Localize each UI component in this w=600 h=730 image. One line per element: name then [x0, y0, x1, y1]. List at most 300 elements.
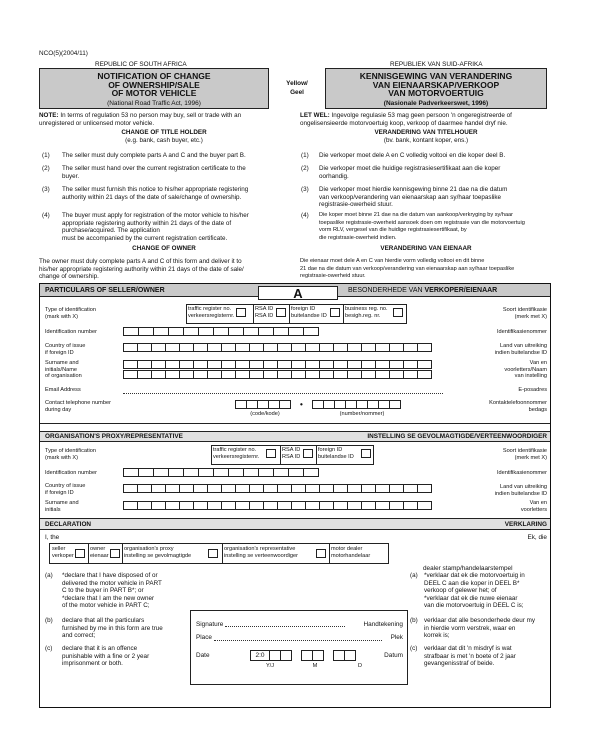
char-cell[interactable]	[123, 468, 139, 477]
decl-c-en-text	[62, 645, 190, 668]
item-en-4-line-3: purchase/acquired. The application	[62, 227, 160, 235]
decl-b-af-line-2: in hierdie vorm verstrek, waar en	[424, 624, 516, 632]
char-cell[interactable]	[403, 484, 418, 493]
char-cell[interactable]	[375, 343, 390, 352]
date-cell[interactable]	[344, 650, 356, 661]
char-cell[interactable]	[198, 327, 214, 336]
char-cell[interactable]	[305, 343, 320, 352]
char-cell[interactable]	[277, 360, 292, 369]
item-af-4-line-2: toepaslike registrasie-owerheid aansoek doen om registrasie van die motorvoertuig	[319, 219, 525, 226]
char-cell[interactable]	[221, 343, 236, 352]
char-cell[interactable]	[347, 360, 362, 369]
decl-a-af-line-1: *verklaar dat ek die motorvoertuig in	[424, 572, 525, 579]
char-cell[interactable]	[361, 360, 376, 369]
char-cell[interactable]	[263, 370, 278, 379]
char-cell[interactable]	[361, 343, 376, 352]
char-cell[interactable]	[221, 484, 236, 493]
char-cell[interactable]	[305, 370, 320, 379]
colour-af: Geel	[290, 89, 304, 96]
char-cell[interactable]	[375, 360, 390, 369]
p-id-type-1-af: verkeersregisternr.	[213, 453, 260, 460]
declaration-title-af: VERKLARING	[504, 521, 547, 528]
char-cell[interactable]	[249, 484, 264, 493]
act-af: (Nasionale Padverkeerswet, 1996)	[383, 99, 489, 107]
colour-en: Yellow/	[286, 80, 308, 87]
owner-af-line-2: 21 dae na die datum van verkoop/verandering van eienaarskap aan sy/haar toepaslike	[300, 265, 515, 272]
char-cell[interactable]	[375, 370, 390, 379]
role-proxy-checkbox[interactable]	[208, 549, 218, 558]
char-cell[interactable]	[213, 468, 229, 477]
char-cell[interactable]	[333, 501, 348, 510]
item-en-4-text	[62, 212, 290, 242]
signature-input[interactable]	[225, 626, 345, 627]
role-proxy-af: instelling se gevolmagtigde	[124, 552, 192, 559]
section-a-title-en: PARTICULARS OF SELLER/OWNER	[45, 287, 165, 294]
note-af-label: LET WEL:	[300, 112, 330, 119]
char-cell[interactable]	[303, 468, 319, 477]
p-surname-af-1: Van en	[529, 500, 547, 506]
dealer-stamp-label: dealer stamp/handelaarstempel	[423, 565, 513, 572]
char-cell[interactable]	[417, 360, 432, 369]
char-cell[interactable]	[137, 370, 152, 379]
owner-en-line-1: The owner must duly complete parts A and C of this form and deliver it to	[39, 258, 242, 265]
p-type-id-en-2: (mark with X)	[45, 454, 78, 461]
char-cell[interactable]	[389, 400, 401, 409]
decl-a-af-label: (a)	[410, 572, 418, 579]
char-cell[interactable]	[417, 343, 432, 352]
char-cell[interactable]	[305, 484, 320, 493]
section-a-title-af	[348, 287, 497, 295]
title-af-2: VAN EIENAARSKAP/VERKOOP	[372, 79, 500, 90]
p-id-number-af: Identifikasienommer	[496, 470, 547, 476]
char-cell[interactable]	[235, 343, 250, 352]
char-cell[interactable]	[207, 343, 222, 352]
role-representative-en: organisation's representative	[224, 546, 296, 552]
a-phone-en-2: during day	[45, 406, 72, 413]
role-seller-af: verkoper	[52, 552, 74, 559]
item-en-2-line-1: The seller must hand over the current registration certificate to the	[62, 165, 246, 172]
a-number-label: (number/nommer)	[339, 411, 385, 417]
char-cell[interactable]	[137, 484, 152, 493]
char-cell[interactable]	[258, 468, 274, 477]
char-cell[interactable]	[153, 327, 169, 336]
item-af-1-num: (1)	[301, 152, 309, 159]
char-cell[interactable]	[165, 484, 180, 493]
a-id-type-4-checkbox[interactable]	[393, 308, 403, 317]
a-country-en-2: if foreign ID	[45, 349, 74, 356]
p-id-type-1	[213, 447, 259, 460]
a-surname-input-2[interactable]	[123, 370, 448, 379]
char-cell[interactable]	[193, 484, 208, 493]
a-phone-code-input[interactable]	[235, 400, 295, 409]
a-type-id-en-2: (mark with X)	[45, 313, 78, 320]
a-id-type-4	[345, 306, 388, 319]
char-cell[interactable]	[263, 501, 278, 510]
note-en-label: NOTE:	[39, 112, 59, 119]
a-phone-en	[45, 400, 111, 413]
char-cell[interactable]	[207, 501, 222, 510]
char-cell[interactable]	[168, 327, 184, 336]
role-proxy	[124, 546, 191, 559]
role-owner-af: eienaar	[90, 552, 109, 559]
char-cell[interactable]	[333, 484, 348, 493]
place-af: Plek	[390, 634, 403, 641]
a-id-type-1	[188, 306, 234, 319]
item-en-2-line-2: buyer.	[62, 172, 80, 180]
char-cell[interactable]	[165, 343, 180, 352]
decl-c-af-line-2: strafbaar is met 'n boete of 2 jaar	[424, 652, 516, 660]
char-cell[interactable]	[417, 370, 432, 379]
char-cell[interactable]	[193, 360, 208, 369]
p-country-en	[45, 483, 85, 496]
char-cell[interactable]	[347, 343, 362, 352]
p-type-id-en-1: Type of identification	[45, 448, 96, 454]
decl-a-en-label: (a)	[45, 572, 53, 579]
char-cell[interactable]	[165, 501, 180, 510]
char-cell[interactable]	[179, 501, 194, 510]
note-en-line-2: unregistered or unlicensed motor vehicle.	[39, 119, 155, 127]
role-dealer-en: motor dealer	[331, 546, 363, 552]
char-cell[interactable]	[235, 370, 250, 379]
a-phone-en-1: Contact telephone number	[45, 400, 111, 406]
p-id-type-3-af: buitelandse ID	[318, 453, 354, 460]
char-cell[interactable]	[258, 327, 274, 336]
char-cell[interactable]	[193, 370, 208, 379]
owner-en-text	[39, 258, 294, 281]
date-input[interactable]	[250, 650, 381, 661]
note-af-line-1: Ingevolge regulasie 53 mag geen persoon 'n ongeregistreerde of	[331, 112, 512, 119]
char-cell[interactable]	[319, 360, 334, 369]
decl-a-en-line-4: *declare that I am the new owner	[62, 594, 155, 602]
char-cell[interactable]	[389, 360, 404, 369]
item-af-2-line-2: oorhandig.	[319, 172, 349, 180]
decl-c-en-line-2: punishable with a fine or 2 year	[62, 652, 150, 660]
char-cell[interactable]	[137, 501, 152, 510]
date-dd-label: D	[357, 663, 363, 669]
char-cell[interactable]	[347, 484, 362, 493]
char-cell[interactable]	[151, 484, 166, 493]
decl-b-af-label: (b)	[410, 617, 418, 624]
char-cell[interactable]	[151, 360, 166, 369]
char-cell[interactable]	[151, 343, 166, 352]
decl-a-af-line-2: DEEL C aan die koper in DEEL B*	[424, 579, 520, 587]
char-cell[interactable]	[228, 468, 244, 477]
title-en-1: NOTIFICATION OF CHANGE	[97, 71, 211, 81]
char-cell[interactable]	[291, 360, 306, 369]
role-representative-af: instelling se verteenwoordiger	[224, 552, 299, 559]
p-id-type-2-af: RSA ID	[282, 453, 301, 460]
decl-a-af-text	[424, 572, 549, 610]
char-cell[interactable]	[291, 484, 306, 493]
char-cell[interactable]	[153, 468, 169, 477]
char-cell[interactable]	[123, 360, 138, 369]
item-af-3-line-1: Die verkoper moet hierdie kennisgewing binne 21 dae na die datum	[319, 186, 508, 193]
char-cell[interactable]	[168, 468, 184, 477]
char-cell[interactable]	[193, 343, 208, 352]
change-owner-af: VERANDERING VAN EIENAAR	[380, 245, 472, 252]
date-cell[interactable]	[280, 650, 292, 661]
p-country-af	[440, 484, 547, 497]
a-country-af-1: Land van uitreiking	[500, 343, 547, 349]
date-yy-label: Y/J	[265, 663, 275, 669]
char-cell[interactable]	[221, 360, 236, 369]
char-cell[interactable]	[221, 501, 236, 510]
char-cell[interactable]	[138, 468, 154, 477]
item-af-4-num: (4)	[301, 212, 309, 219]
role-dealer-af: motorhandelaar	[331, 552, 371, 559]
a-phone-number-input[interactable]	[312, 400, 412, 409]
p-id-type-2-checkbox[interactable]	[303, 449, 313, 458]
p-surname-af-2: voorletters	[520, 506, 547, 513]
char-cell[interactable]	[277, 370, 292, 379]
char-cell[interactable]	[243, 468, 259, 477]
char-cell[interactable]	[279, 400, 291, 409]
item-af-4-text	[319, 212, 551, 242]
a-country-input[interactable]	[123, 343, 448, 352]
char-cell[interactable]	[249, 501, 264, 510]
char-cell[interactable]	[138, 327, 154, 336]
item-af-1-text: Die verkoper moet dele A en C volledig voltooi en die koper deel B.	[319, 152, 506, 159]
char-cell[interactable]	[151, 501, 166, 510]
char-cell[interactable]	[333, 370, 348, 379]
char-cell[interactable]	[361, 484, 376, 493]
a-email-en: Email Address	[45, 387, 81, 393]
item-en-4-line-4: must be accompanied by the current registration certificate.	[62, 234, 228, 242]
char-cell[interactable]	[235, 484, 250, 493]
a-phone-separator: •	[300, 400, 303, 409]
char-cell[interactable]	[123, 327, 139, 336]
char-cell[interactable]	[319, 343, 334, 352]
ek-die: Ek, die	[527, 534, 547, 541]
char-cell[interactable]	[193, 501, 208, 510]
role-representative	[224, 546, 298, 559]
char-cell[interactable]	[151, 370, 166, 379]
char-cell[interactable]	[235, 501, 250, 510]
item-af-3-num: (3)	[301, 186, 309, 193]
role-proxy-en: organisation's proxy	[124, 546, 174, 552]
char-cell[interactable]	[179, 370, 194, 379]
declaration-title-en: DECLARATION	[45, 521, 92, 528]
role-owner	[90, 546, 109, 559]
char-cell[interactable]	[291, 343, 306, 352]
char-cell[interactable]	[207, 370, 222, 379]
char-cell[interactable]	[249, 343, 264, 352]
p-id-type-2-en: RSA ID	[282, 447, 301, 453]
a-id-number-af: Identifikasienommer	[496, 329, 547, 335]
char-cell[interactable]	[319, 501, 334, 510]
note-en-line-1: In terms of regulation 53 no person may buy, sell or trade with an	[60, 112, 242, 119]
char-cell[interactable]	[273, 327, 289, 336]
a-surname-en	[45, 360, 82, 380]
char-cell[interactable]	[389, 501, 404, 510]
char-cell[interactable]	[179, 484, 194, 493]
char-cell[interactable]	[249, 370, 264, 379]
char-cell[interactable]	[389, 370, 404, 379]
char-cell[interactable]	[347, 370, 362, 379]
char-cell[interactable]	[165, 370, 180, 379]
a-type-id-af-2: (merk met X)	[514, 313, 547, 320]
item-af-4-line-1: Die koper moet binne 21 dae na die datum van aankoop/verkryging by sy/haar	[319, 212, 514, 218]
char-cell[interactable]	[183, 327, 199, 336]
char-cell[interactable]	[319, 484, 334, 493]
char-cell[interactable]	[389, 484, 404, 493]
char-cell[interactable]	[179, 343, 194, 352]
decl-c-af-text	[424, 645, 549, 668]
item-en-1-num: (1)	[42, 152, 50, 159]
a-id-type-1-af: verkeersregisternr.	[188, 312, 235, 319]
char-cell[interactable]	[137, 343, 152, 352]
item-af-2-line-1: Die verkoper moet die huidige registrasiesertifikaat aan die koper	[319, 165, 501, 172]
decl-c-af-line-1: verklaar dat dit 'n misdryf is wat	[424, 645, 512, 652]
act-en: (National Road Traffic Act, 1996)	[107, 99, 201, 107]
item-af-4-line-3: vorm RLV, vergesel van die huidige registrasiesertifikaat, by	[319, 227, 467, 234]
char-cell[interactable]	[207, 484, 222, 493]
char-cell[interactable]	[417, 501, 432, 510]
char-cell[interactable]	[277, 484, 292, 493]
a-surname-input-1[interactable]	[123, 360, 448, 369]
a-id-type-3-checkbox[interactable]	[330, 308, 340, 317]
p-id-type-2	[282, 447, 300, 460]
form-code: NCO(5)(2004/11)	[39, 50, 88, 57]
char-cell[interactable]	[277, 343, 292, 352]
char-cell[interactable]	[417, 484, 432, 493]
a-surname-en-3: of organisation	[45, 373, 82, 380]
a-id-type-1-checkbox[interactable]	[236, 308, 246, 317]
char-cell[interactable]	[305, 360, 320, 369]
item-en-2-text	[62, 165, 290, 180]
char-cell[interactable]	[375, 501, 390, 510]
char-cell[interactable]	[198, 468, 214, 477]
decl-b-af-line-3: korrek is;	[424, 632, 450, 640]
section-a-title-af-prefix: BESONDERHEDE VAN	[348, 287, 425, 294]
p-surname-af	[440, 500, 547, 513]
role-seller	[52, 546, 74, 559]
decl-b-af-line-1: verklaar dat alle besonderhede deur my	[424, 617, 535, 624]
p-id-type-1-checkbox[interactable]	[266, 449, 276, 458]
char-cell[interactable]	[213, 327, 229, 336]
char-cell[interactable]	[319, 370, 334, 379]
char-cell[interactable]	[273, 468, 289, 477]
item-af-2-text	[319, 165, 551, 180]
decl-c-af-label: (c)	[410, 645, 418, 652]
a-country-en	[45, 343, 85, 356]
char-cell[interactable]	[389, 343, 404, 352]
note-af-line-2: ongelisensieerde motorvoertuig koop, verkoop of daarmee handel dryf nie.	[300, 119, 508, 127]
p-country-af-1: Land van uitreiking	[500, 484, 547, 490]
char-cell[interactable]	[347, 501, 362, 510]
change-title-holder-af: VERANDERING VAN TITELHOUER	[374, 129, 478, 136]
p-country-input[interactable]	[123, 484, 448, 493]
char-cell[interactable]	[207, 360, 222, 369]
char-cell[interactable]	[361, 370, 376, 379]
char-cell[interactable]	[137, 360, 152, 369]
owner-af-line-1: Die eienaar moet dele A en C van hierdie vorm volledig voltooi en dit binne	[300, 258, 485, 264]
char-cell[interactable]	[179, 360, 194, 369]
char-cell[interactable]	[165, 360, 180, 369]
char-cell[interactable]	[123, 501, 138, 510]
place-input[interactable]	[214, 640, 382, 641]
char-cell[interactable]	[228, 327, 244, 336]
char-cell[interactable]	[403, 360, 418, 369]
owner-en-line-2: his/her appropriate registering authority within 21 days of the date of sale/	[39, 265, 244, 273]
char-cell[interactable]	[263, 484, 278, 493]
char-cell[interactable]	[333, 360, 348, 369]
char-cell[interactable]	[375, 484, 390, 493]
a-id-type-2	[255, 306, 273, 319]
a-email-input[interactable]	[123, 393, 443, 394]
date-year-prefix: 2:0	[250, 650, 270, 661]
char-cell[interactable]	[277, 501, 292, 510]
a-surname-af	[440, 360, 547, 380]
a-phone-af-2: bedags	[528, 406, 547, 413]
p-type-id-af-2: (merk met X)	[514, 454, 547, 461]
char-cell[interactable]	[123, 343, 138, 352]
char-cell[interactable]	[235, 360, 250, 369]
item-af-3-text	[319, 186, 551, 209]
char-cell[interactable]	[183, 468, 199, 477]
item-en-3-text	[62, 186, 290, 201]
owner-en-line-3: change of ownership.	[39, 273, 99, 281]
char-cell[interactable]	[288, 468, 304, 477]
p-id-type-3-checkbox[interactable]	[361, 449, 371, 458]
char-cell[interactable]	[123, 370, 138, 379]
char-cell[interactable]	[403, 501, 418, 510]
role-dealer	[331, 546, 370, 559]
proxy-title-af: INSTELLING SE GEVOLMAGTIGDE/VERTEENWOORDIGER	[367, 433, 547, 440]
char-cell[interactable]	[291, 501, 306, 510]
role-representative-checkbox[interactable]	[316, 549, 326, 558]
item-en-4-num: (4)	[42, 212, 50, 219]
p-country-en-1: Country of issue	[45, 483, 86, 489]
date-af: Datum	[384, 652, 403, 659]
char-cell[interactable]	[291, 370, 306, 379]
a-id-number-input[interactable]	[123, 327, 333, 336]
change-title-holder-en-sub: (e.g. bank, cash buyer, etc.)	[125, 137, 203, 144]
p-surname-en-2: initials	[45, 506, 61, 513]
owner-af-text	[300, 258, 552, 281]
p-id-number-input[interactable]	[123, 468, 333, 477]
a-id-type-2-checkbox[interactable]	[276, 308, 286, 317]
char-cell[interactable]	[263, 343, 278, 352]
p-country-af-2: indien buitelandse ID	[494, 490, 547, 497]
item-af-4-line-4: die registrasie-owerheid indien.	[319, 234, 397, 241]
p-type-id-en	[45, 448, 96, 461]
section-a-letter: A	[258, 286, 338, 300]
char-cell[interactable]	[263, 360, 278, 369]
char-cell[interactable]	[361, 501, 376, 510]
note-af	[300, 112, 552, 127]
role-seller-checkbox[interactable]	[75, 549, 85, 558]
char-cell[interactable]	[221, 370, 236, 379]
char-cell[interactable]	[123, 484, 138, 493]
char-cell[interactable]	[288, 327, 304, 336]
decl-a-af-line-3: verkoop of gelewer het; of	[424, 587, 497, 595]
role-owner-checkbox[interactable]	[110, 549, 120, 558]
char-cell[interactable]	[403, 343, 418, 352]
char-cell[interactable]	[243, 327, 259, 336]
p-type-id-af	[440, 448, 547, 461]
char-cell[interactable]	[333, 343, 348, 352]
a-surname-af-3: van instelling	[514, 373, 547, 380]
char-cell[interactable]	[305, 501, 320, 510]
char-cell[interactable]	[249, 360, 264, 369]
decl-a-en-line-1: *declare that I have disposed of or	[62, 572, 158, 579]
p-surname-input[interactable]	[123, 501, 448, 510]
date-cell[interactable]	[312, 650, 324, 661]
char-cell[interactable]	[403, 370, 418, 379]
char-cell[interactable]	[303, 327, 319, 336]
a-id-number-en: Identification number	[45, 329, 97, 335]
